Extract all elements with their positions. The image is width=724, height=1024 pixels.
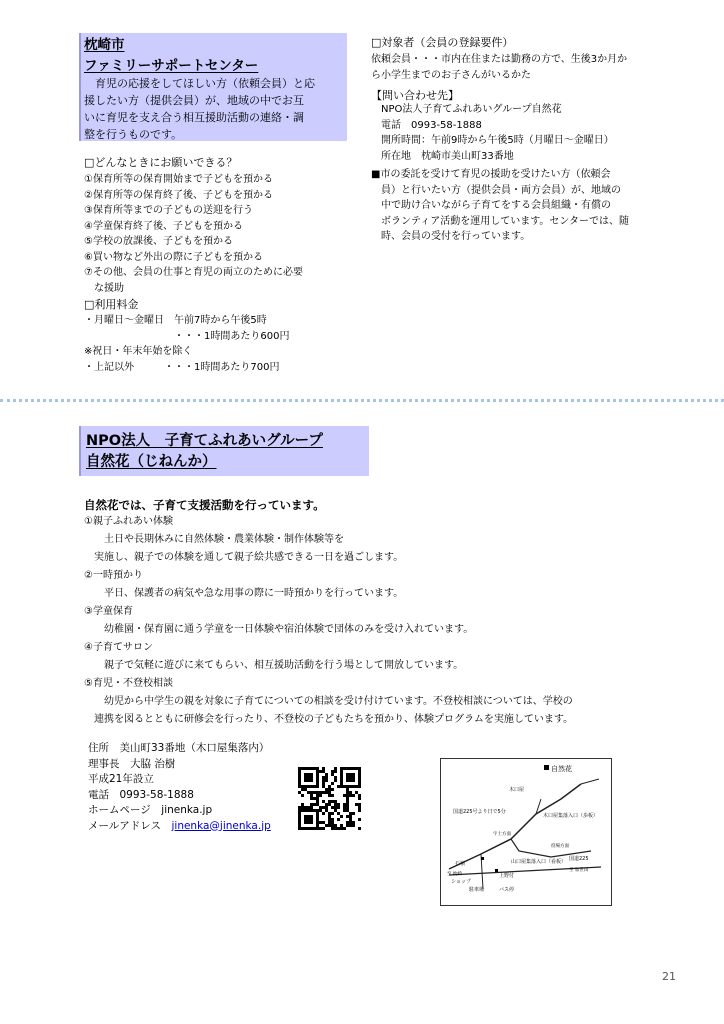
mail-label: メールアドレス bbox=[88, 819, 172, 832]
map-label: 至 加世田 bbox=[569, 868, 589, 873]
jinenka-info bbox=[88, 741, 271, 834]
fee-line: ・・・1時間あたり600円 bbox=[84, 330, 290, 342]
target-line: 依頼会員・・・市内在住または勤務の方で、生後3か月か bbox=[371, 54, 628, 65]
contact-line: 開所時間：午前9時から午後5時（月曜日～金曜日） bbox=[371, 135, 614, 146]
map-marker bbox=[495, 869, 498, 872]
list-item: ⑤学校の放課後、子どもを預かる bbox=[84, 236, 233, 247]
jinenka-title-line1: NPO法人 子育てふれあいグループ bbox=[86, 433, 323, 449]
fsc-contact-heading: 【問い合わせ先】 bbox=[371, 89, 459, 102]
list-item: ③保育所等までの子どもの送迎を行う bbox=[84, 205, 253, 216]
map-marker bbox=[481, 857, 484, 860]
note-line: 中で助け合いながら子育てをする会員組織・有償の bbox=[371, 200, 611, 211]
activity-line: 親子で気軽に遊びに来てもらい、相互援助活動を行う場として開放しています。 bbox=[84, 660, 464, 671]
section-divider bbox=[0, 399, 724, 402]
target-line: ら小学生までのお子さんがいるかた bbox=[371, 69, 531, 81]
list-item: ⑦その他、会員の仕事と育児の両立のために必要 bbox=[84, 267, 303, 278]
fsc-title-line2: ファミリーサポートセンター bbox=[84, 58, 259, 74]
fsc-intro-line: 援したい方（提供会員）が、地域の中でお互 bbox=[84, 94, 304, 107]
fsc-title-line1: 枕崎市 bbox=[84, 37, 125, 53]
fee-line: ※祝日・年末年始を除く bbox=[84, 346, 193, 357]
activity-line: ④子育てサロン bbox=[84, 642, 153, 653]
map-label: 役場方面 bbox=[551, 844, 569, 849]
activity-line: 土日や長期休みに自然体験・農業体験・制作体験等を bbox=[84, 534, 344, 545]
map-label: 国道225号より日で5分 bbox=[453, 809, 506, 815]
jinenka-lead: 自然花では、子育て支援活動を行っています。 bbox=[84, 498, 325, 512]
fsc-note bbox=[371, 167, 629, 245]
fsc-intro bbox=[84, 75, 315, 143]
info-line: 電話 0993-58-1888 bbox=[88, 788, 194, 801]
activity-line: 平日、保護者の病気や急な用事の際に一時預かりを行っています。 bbox=[84, 588, 404, 599]
map-label: 山口屋集落入口（看板） bbox=[511, 859, 567, 865]
contact-line: 所在地 枕崎市美山町33番地 bbox=[371, 150, 514, 162]
fee-line: ・月曜日～金曜日 午前7時から午後5時 bbox=[84, 315, 267, 326]
activity-line: 幼稚園・保育園に通う学童を一日体験や宿泊体験で団体のみを受け入れています。 bbox=[84, 624, 474, 635]
map-label: 至 枕崎 bbox=[447, 872, 462, 877]
qr-module bbox=[358, 827, 361, 830]
fsc-intro-line: いに育児を支え合う相互援助活動の連絡・調 bbox=[84, 111, 304, 124]
list-item: ④学童保育終了後、子どもを預かる bbox=[84, 220, 243, 232]
qr-code[interactable] bbox=[298, 767, 361, 830]
qr-code-grid bbox=[298, 767, 361, 830]
fee-line: ・上記以外 ・・・1時間あたり700円 bbox=[84, 361, 280, 373]
fsc-intro-line: 育児の応援をしてほしい方（依頼会員）と応 bbox=[84, 77, 315, 90]
fsc-intro-line: 整を行うものです。 bbox=[84, 128, 183, 141]
list-item: ②保育所等の保育終了後、子どもを預かる bbox=[84, 189, 273, 201]
note-line: ■市の委託を受けて育児の援助を受けたい方（依頼会 bbox=[371, 169, 611, 180]
page-number: 21 bbox=[662, 970, 676, 983]
email-link[interactable]: jinenka@jinenka.jp bbox=[171, 819, 271, 832]
info-line: 住所 美山町33番地（木口屋集落内） bbox=[88, 742, 270, 754]
info-mail-line bbox=[88, 819, 271, 835]
map-label: 木口屋集落入口（歩板） bbox=[543, 813, 599, 819]
jinenka-activities bbox=[84, 513, 573, 729]
fsc-fee-heading: □利用料金 bbox=[84, 298, 139, 311]
activity-line: ①親子ふれあい体験 bbox=[84, 516, 173, 527]
map-road bbox=[581, 779, 599, 784]
fsc-fee-list bbox=[84, 313, 289, 375]
map-drawing bbox=[441, 759, 611, 905]
activity-line: 連携を図るとともに研修会を行ったり、不登校の子どもたちを預かり、体験プログラムを実施しています。 bbox=[84, 714, 574, 725]
activity-line: 実施し、親子での体験を通して親子絵共感できる一日を過ごします。 bbox=[84, 552, 404, 563]
note-line: 時、会員の受付を行っています。 bbox=[371, 231, 531, 242]
note-line: ボランティア活動を運用しています。センターでは、随 bbox=[371, 215, 629, 227]
activity-line: ②一時預かり bbox=[84, 570, 143, 581]
jinenka-title-line2: 自然花（じねんか） bbox=[86, 454, 217, 470]
info-line: 平成21年設立 bbox=[88, 773, 154, 785]
map-marker-jinenka bbox=[544, 765, 549, 770]
map-label: 木口屋 bbox=[509, 787, 525, 793]
info-line: ホームページ jinenka.jp bbox=[88, 804, 213, 816]
fsc-when-heading: □どんなときにお願いできる？ bbox=[84, 156, 238, 169]
contact-line: 電話 0993-58-1888 bbox=[371, 119, 482, 131]
fsc-contact-lines bbox=[371, 102, 614, 164]
fsc-when-list bbox=[84, 172, 303, 296]
fsc-target-heading: □対象者（会員の登録要件） bbox=[371, 36, 514, 49]
map-label: ショップ bbox=[451, 879, 471, 885]
list-item: ⑥買い物など外出の際に子どもを預かる bbox=[84, 251, 263, 263]
map-road bbox=[449, 784, 581, 869]
list-item: ①保育所等の保育開始まで子どもを預かる bbox=[84, 174, 273, 185]
access-map bbox=[440, 758, 612, 906]
map-label: 石嶺 bbox=[455, 861, 466, 867]
activity-line: ③学童保育 bbox=[84, 606, 133, 617]
info-line: 理事長 大脇 治樹 bbox=[88, 757, 176, 770]
jinenka-title bbox=[86, 431, 323, 473]
map-label: 国道225 bbox=[569, 856, 589, 862]
list-item: な援助 bbox=[84, 282, 124, 294]
activity-line: ⑤育児・不登校相談 bbox=[84, 678, 173, 689]
map-label: 自然花 bbox=[551, 765, 572, 773]
map-label: 駐車場 bbox=[469, 887, 485, 893]
map-label: 上野付 bbox=[499, 873, 515, 879]
fsc-target-lines bbox=[371, 52, 627, 83]
map-label: バス停 bbox=[499, 887, 515, 893]
note-line: 員）と行いたい方（提供会員・両方会員）が、地域の bbox=[371, 184, 621, 196]
contact-line: NPO法人子育てふれあいグループ自然花 bbox=[371, 104, 562, 115]
map-label: 宇土方面 bbox=[493, 832, 511, 837]
activity-line: 幼児から中学生の親を対象に子育てについての相談を受け付けています。不登校相談については、学校の bbox=[84, 696, 573, 707]
fsc-title bbox=[84, 35, 258, 77]
